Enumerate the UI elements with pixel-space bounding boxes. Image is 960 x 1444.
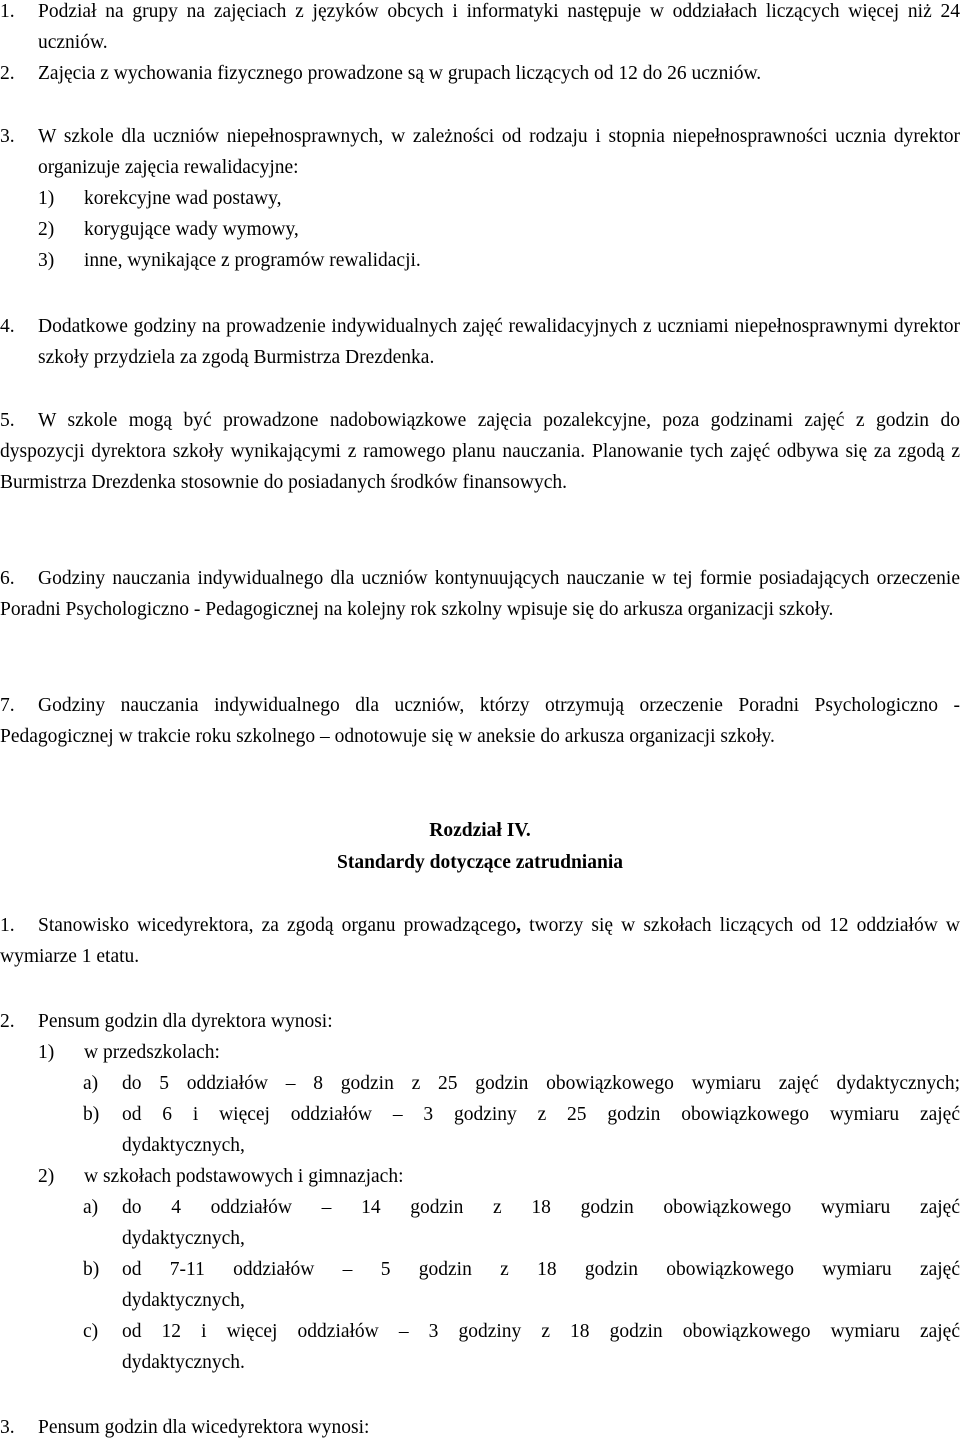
paragraph-text	[0, 910, 960, 972]
list-item	[38, 214, 960, 245]
paragraph-text: Godziny nauczania indywidualnego dla uczniów, którzy otrzymują orzeczenie Poradni Psychologiczno - Pedagogicznej w trakcie roku szkolnego – odnotowuje się w aneksie do arkusza organizacji szkoły.	[0, 695, 960, 747]
chapter-subtitle: Standardy dotyczące zatrudniania	[336, 852, 623, 873]
paragraph-1	[0, 0, 960, 58]
paragraph-number: 4.	[0, 316, 15, 337]
paragraph-number: 1.	[0, 1, 15, 22]
text-run: Stanowisko wicedyrektora, za zgodą organu prowadzącego	[38, 915, 517, 936]
paragraph-text: Pensum godzin dla dyrektora wynosi:	[38, 1011, 333, 1032]
paragraph-5	[0, 405, 960, 498]
sub-list-item-text	[122, 1099, 960, 1161]
list-item-text: w przedszkolach:	[84, 1042, 220, 1063]
standard-2	[0, 1006, 960, 1378]
list-item	[38, 1037, 960, 1068]
text-line: dydaktycznych,	[122, 1228, 245, 1249]
text-run-bold: ,	[516, 915, 522, 936]
list-item-number: 1)	[38, 188, 55, 209]
sub-list-item	[83, 1316, 960, 1378]
paragraph-2	[0, 58, 960, 89]
paragraph-text: Zajęcia z wychowania fizycznego prowadzone są w grupach liczących od 12 do 26 uczniów.	[38, 63, 762, 84]
list-item	[38, 245, 960, 276]
text-line: od 12 i więcej oddziałów – 3 godziny z 18 godzin obowiązkowego wymiaru zajęć	[122, 1321, 960, 1342]
list-item	[38, 183, 960, 214]
paragraph-number: 6.	[0, 568, 15, 589]
list-item	[38, 1161, 960, 1192]
sub-list-item-letter: c)	[83, 1321, 99, 1342]
standard-1	[0, 910, 960, 972]
text-line: dydaktycznych,	[122, 1290, 245, 1311]
list-item-number: 2)	[38, 219, 55, 240]
paragraph-6	[0, 563, 960, 625]
sub-list-item	[83, 1192, 960, 1254]
sub-list-item-letter: a)	[83, 1073, 99, 1094]
paragraph-number: 1.	[0, 915, 15, 936]
standard-3	[0, 1412, 960, 1443]
sub-list-item-text	[122, 1254, 960, 1316]
sub-list-item	[83, 1068, 960, 1099]
sub-list-item-letter: b)	[83, 1104, 100, 1125]
paragraph-text: Godziny nauczania indywidualnego dla uczniów kontynuujących nauczanie w tej formie posiadających orzeczenie Poradni Psychologiczno - Pedagogicznej na kolejny rok szkolny wpisuje się do arkusza organizacji szkoły.	[0, 568, 960, 620]
text-line: do 4 oddziałów – 14 godzin z 18 godzin obowiązkowego wymiaru zajęć	[122, 1197, 960, 1218]
sub-list-item	[83, 1254, 960, 1316]
text-line: od 7-11 oddziałów – 5 godzin z 18 godzin obowiązkowego wymiaru zajęć	[122, 1259, 960, 1280]
list-item-text: korygujące wady wymowy,	[84, 219, 299, 240]
text-line: dydaktycznych,	[122, 1135, 245, 1156]
sub-list-item-text	[122, 1068, 960, 1099]
chapter-title: Rozdział IV.	[429, 820, 531, 841]
list-item-text: korekcyjne wad postawy,	[84, 188, 282, 209]
sub-list-item-text	[122, 1192, 960, 1254]
sub-list-item-letter: a)	[83, 1197, 99, 1218]
paragraph-number: 3.	[0, 126, 15, 147]
text-line: od 6 i więcej oddziałów – 3 godziny z 25 godzin obowiązkowego wymiaru zajęć	[122, 1104, 960, 1125]
paragraph-4	[0, 311, 960, 373]
sub-list-item	[83, 1099, 960, 1161]
paragraph-number: 2.	[0, 1011, 15, 1032]
paragraph-number: 3.	[0, 1417, 15, 1438]
sub-list-item-letter: b)	[83, 1259, 100, 1280]
paragraph-text: Podział na grupy na zajęciach z języków obcych i informatyki następuje w oddziałach liczących więcej niż 24 uczniów.	[38, 1, 960, 53]
paragraph-number: 5.	[0, 410, 15, 431]
text-line: dydaktycznych.	[122, 1352, 245, 1373]
paragraph-number: 2.	[0, 63, 15, 84]
list-item-text: w szkołach podstawowych i gimnazjach:	[84, 1166, 404, 1187]
sub-list-item-text	[122, 1316, 960, 1378]
paragraph-text: W szkole dla uczniów niepełnosprawnych, w zależności od rodzaju i stopnia niepełnosprawności ucznia dyrektor organizuje zajęcia rewalidacyjne:	[38, 126, 960, 178]
list-item-number: 2)	[38, 1166, 55, 1187]
paragraph-number: 7.	[0, 695, 15, 716]
paragraph-text: W szkole mogą być prowadzone nadobowiązkowe zajęcia pozalekcyjne, poza godzinami zajęć z godzin do dyspozycji dyrektora szkoły wynikającymi z ramowego planu nauczania. Planowanie tych zajęć odbywa się za zgodą z Burmistrza Drezdenka stosownie do posiadanych środków finansowych.	[0, 410, 960, 493]
list-item-number: 1)	[38, 1042, 55, 1063]
list-item-text: inne, wynikające z programów rewalidacji.	[84, 250, 421, 271]
text-line: do 5 oddziałów – 8 godzin z 25 godzin obowiązkowego wymiaru zajęć dydaktycznych;	[122, 1073, 960, 1094]
list-item-number: 3)	[38, 250, 55, 271]
paragraph-7	[0, 690, 960, 752]
paragraph-text: Pensum godzin dla wicedyrektora wynosi:	[38, 1417, 370, 1438]
text-run: tworzy się w szkołach liczących od 12 oddziałów w wymiarze 1 etatu.	[0, 915, 960, 967]
paragraph-text: Dodatkowe godziny na prowadzenie indywidualnych zajęć rewalidacyjnych z uczniami niepełnosprawnymi dyrektor szkoły przydziela za zgodą Burmistrza Drezdenka.	[38, 316, 960, 368]
paragraph-3	[0, 121, 960, 276]
